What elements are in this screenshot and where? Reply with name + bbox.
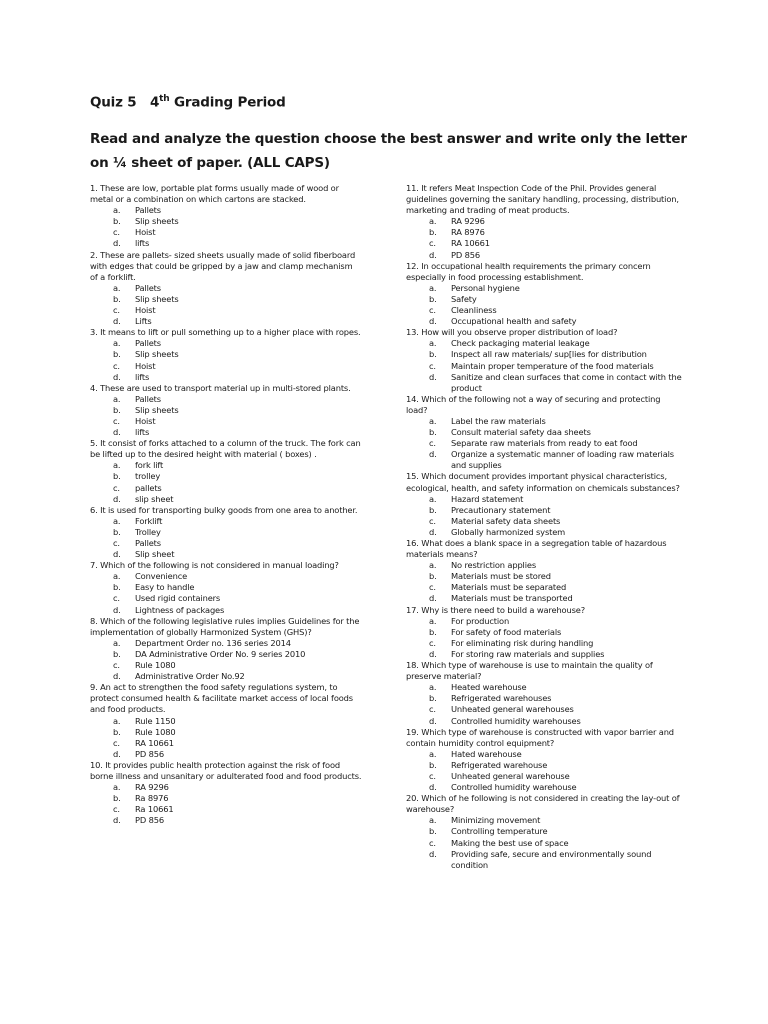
answer-choice xyxy=(406,704,684,715)
choice-letter: d. xyxy=(429,526,437,537)
answer-choice xyxy=(406,849,684,871)
choice-letter: b. xyxy=(429,504,437,515)
answer-choice xyxy=(90,494,362,505)
answer-choice xyxy=(90,804,362,815)
question-block xyxy=(406,394,684,472)
question-stem: 18. Which type of warehouse is use to maintain the quality of preserve material? xyxy=(406,660,653,682)
choice-letter: b. xyxy=(429,759,437,770)
answer-choice xyxy=(406,283,684,294)
answer-choice xyxy=(406,361,684,372)
choice-text: Materials must be transported xyxy=(451,593,573,604)
choice-letter: c. xyxy=(113,227,120,238)
answer-choice xyxy=(90,538,362,549)
choice-text: Controlled humidity warehouse xyxy=(451,782,577,793)
choice-text: Inspect all raw materials/ sup[lies for distribution xyxy=(451,349,647,360)
answer-choice xyxy=(406,227,684,238)
choice-text: Department Order no. 136 series 2014 xyxy=(135,637,291,648)
answer-choice xyxy=(90,638,362,649)
choice-text: RA 9296 xyxy=(451,216,485,227)
answer-choice xyxy=(90,483,362,494)
choice-letter: b. xyxy=(113,216,121,227)
choice-text: lifts xyxy=(135,238,150,249)
answer-choice xyxy=(406,372,684,394)
choice-text: Unheated general warehouse xyxy=(451,770,570,781)
choice-text: Rule 1080 xyxy=(135,726,176,737)
choice-text: Slip sheet xyxy=(135,549,175,560)
answer-choice xyxy=(90,205,362,216)
answer-choice xyxy=(90,738,362,749)
choice-text: Making the best use of space xyxy=(451,837,569,848)
choice-letter: d. xyxy=(113,815,121,826)
choice-text: Slip sheets xyxy=(135,293,179,304)
choice-text: RA 10661 xyxy=(451,238,490,249)
answer-choice xyxy=(406,560,684,571)
choice-letter: c. xyxy=(429,637,436,648)
question-stem: 5. It consist of forks attached to a column of the truck. The fork can be lifted up to the desired height with material ( boxes) . xyxy=(90,438,361,460)
choice-letter: c. xyxy=(429,360,436,371)
choice-text: Forklift xyxy=(135,515,163,526)
answer-choice xyxy=(406,250,684,261)
answer-choice xyxy=(90,216,362,227)
choice-letter: d. xyxy=(429,249,437,260)
answer-choice xyxy=(90,671,362,682)
choice-letter: c. xyxy=(113,482,120,493)
choice-letter: d. xyxy=(113,316,121,327)
choice-letter: a. xyxy=(113,460,121,471)
choice-letter: b. xyxy=(113,648,121,659)
answer-choice xyxy=(90,793,362,804)
question-stem: 17. Why is there need to build a warehouse? xyxy=(406,604,585,615)
choice-text: Slip sheets xyxy=(135,404,179,415)
choice-text: fork lift xyxy=(135,460,164,471)
question-block xyxy=(90,682,362,760)
choice-letter: b. xyxy=(429,227,437,238)
choice-text: Hoist xyxy=(135,305,156,316)
choice-letter: a. xyxy=(113,515,121,526)
answer-choice xyxy=(90,660,362,671)
answer-choice xyxy=(90,316,362,327)
choice-text: slip sheet xyxy=(135,493,174,504)
answer-choice xyxy=(90,361,362,372)
answer-choice xyxy=(406,616,684,627)
question-stem: 16. What does a blank space in a segregation table of hazardous materials means? xyxy=(406,538,667,560)
choice-letter: d. xyxy=(429,648,437,659)
choice-letter: b. xyxy=(429,349,437,360)
question-stem: 2. These are pallets- sized sheets usually made of solid fiberboard with edges that could be gripped by a jaw and clamp mechanism of a forklift. xyxy=(90,249,356,282)
answer-choice xyxy=(406,627,684,638)
choice-letter: a. xyxy=(113,282,121,293)
choice-text: Controlled humidity warehouses xyxy=(451,715,581,726)
answer-choice xyxy=(90,283,362,294)
answer-choice xyxy=(406,449,684,471)
choice-text: Hoist xyxy=(135,415,156,426)
answer-choice xyxy=(406,682,684,693)
choice-text: Personal hygiene xyxy=(451,282,520,293)
choice-text: Hoist xyxy=(135,227,156,238)
choice-text: lifts xyxy=(135,427,150,438)
answer-choice xyxy=(90,749,362,760)
question-stem: 9. An act to strengthen the food safety regulations system, to protect consumed health & facilitate market access of local foods and food products. xyxy=(90,682,353,715)
question-stem: 13. How will you observe proper distribution of load? xyxy=(406,327,618,338)
answer-choice xyxy=(90,427,362,438)
choice-letter: c. xyxy=(113,660,120,671)
choice-letter: c. xyxy=(113,305,120,316)
answer-choice xyxy=(406,527,684,538)
answer-choice xyxy=(406,749,684,760)
answer-choice xyxy=(90,416,362,427)
answer-choice xyxy=(90,305,362,316)
choice-text: Administrative Order No.92 xyxy=(135,671,245,682)
answer-choice xyxy=(90,549,362,560)
answer-choice xyxy=(90,394,362,405)
answer-choice xyxy=(406,427,684,438)
choice-letter: b. xyxy=(429,693,437,704)
answer-choice xyxy=(90,649,362,660)
question-block xyxy=(90,183,362,250)
question-block xyxy=(406,471,684,538)
choice-text: Hated warehouse xyxy=(451,748,522,759)
question-stem: 7. Which of the following is not considered in manual loading? xyxy=(90,560,339,571)
answer-choice xyxy=(90,471,362,482)
choice-letter: c. xyxy=(429,515,436,526)
choice-letter: a. xyxy=(113,782,121,793)
choice-text: pallets xyxy=(135,482,162,493)
question-block xyxy=(406,538,684,605)
choice-letter: b. xyxy=(429,293,437,304)
choice-letter: c. xyxy=(113,737,120,748)
answer-choice xyxy=(406,316,684,327)
choice-text: Maintain proper temperature of the food materials xyxy=(451,360,654,371)
instructions: Read and analyze the question choose the best answer and write only the letter on ¼ sheet of paper. (ALL CAPS) xyxy=(90,131,687,171)
choice-text: Ra 10661 xyxy=(135,804,174,815)
answer-choice xyxy=(406,782,684,793)
choice-text: Providing safe, secure and environmentally sound condition xyxy=(451,848,652,870)
choice-text: Pallets xyxy=(135,538,161,548)
choice-letter: b. xyxy=(113,526,121,537)
choice-text: Easy to handle xyxy=(135,582,195,593)
choice-letter: b. xyxy=(429,427,437,438)
choice-text: Controlling temperature xyxy=(451,826,548,837)
question-stem: 1. These are low, portable plat forms usually made of wood or metal or a combination on which cartons are stacked. xyxy=(90,183,339,205)
question-stem: 10. It provides public health protection against the risk of food borne illness and unsanitary or adulterated food and food products. xyxy=(90,759,362,781)
choice-letter: a. xyxy=(429,748,437,759)
choice-letter: c. xyxy=(113,593,120,604)
answer-choice xyxy=(90,238,362,249)
choice-text: Separate raw materials from ready to eat food xyxy=(451,438,638,449)
choice-text: PD 856 xyxy=(135,748,164,759)
answer-choice xyxy=(406,294,684,305)
choice-letter: a. xyxy=(113,715,121,726)
choice-text: PD 856 xyxy=(451,249,480,260)
question-block xyxy=(90,505,362,560)
choice-letter: a. xyxy=(429,415,437,426)
choice-text: Consult material safety daa sheets xyxy=(451,427,591,438)
choice-letter: a. xyxy=(429,216,437,227)
question-block xyxy=(90,383,362,438)
answer-choice xyxy=(406,349,684,360)
choice-text: Rule 1150 xyxy=(135,715,176,726)
answer-choice xyxy=(90,593,362,604)
question-stem: 15. Which document provides important physical characteristics, ecological, health, and safety information on chemicals substances? xyxy=(406,471,680,493)
question-block xyxy=(406,261,684,328)
answer-choice xyxy=(406,438,684,449)
choice-text: PD 856 xyxy=(135,815,164,826)
choice-letter: d. xyxy=(113,549,121,560)
choice-text: trolley xyxy=(135,471,161,482)
choice-text: Slip sheets xyxy=(135,216,179,227)
choice-letter: b. xyxy=(429,826,437,837)
right-question-column xyxy=(406,183,684,871)
answer-choice xyxy=(406,494,684,505)
answer-choice xyxy=(406,838,684,849)
choice-text: Hoist xyxy=(135,360,156,371)
choice-letter: c. xyxy=(429,238,436,249)
answer-choice xyxy=(406,516,684,527)
answer-choice xyxy=(406,305,684,316)
answer-choice xyxy=(406,716,684,727)
choice-text: RA 9296 xyxy=(135,782,169,793)
answer-choice xyxy=(90,460,362,471)
question-stem: 6. It is used for transporting bulky goods from one area to another. xyxy=(90,504,358,515)
answer-choice xyxy=(406,815,684,826)
grading-period-label: Grading Period xyxy=(173,94,286,111)
choice-letter: a. xyxy=(429,615,437,626)
choice-letter: d. xyxy=(429,316,437,327)
choice-text: Pallets xyxy=(135,393,161,404)
choice-letter: b. xyxy=(113,349,121,360)
answer-choice xyxy=(90,582,362,593)
choice-text: Hazard statement xyxy=(451,493,524,504)
choice-letter: a. xyxy=(113,393,121,404)
choice-text: Pallets xyxy=(135,338,161,349)
choice-text: Heated warehouse xyxy=(451,682,527,693)
choice-letter: d. xyxy=(429,593,437,604)
question-block xyxy=(406,605,684,660)
quarter-suffix: th xyxy=(159,94,170,104)
answer-choice xyxy=(90,782,362,793)
choice-text: Lightness of packages xyxy=(135,604,225,615)
choice-letter: c. xyxy=(429,837,436,848)
answer-choice xyxy=(406,760,684,771)
answer-choice xyxy=(406,505,684,516)
answer-choice xyxy=(406,693,684,704)
choice-letter: b. xyxy=(113,293,121,304)
quiz-title xyxy=(90,94,286,111)
choice-letter: b. xyxy=(113,471,121,482)
answer-choice xyxy=(406,238,684,249)
question-stem: 12. In occupational health requirements the primary concern especially in food processing establishment. xyxy=(406,260,651,282)
question-stem: 8. Which of the following legislative rules implies Guidelines for the implementation of globally Harmonized System (GHS)? xyxy=(90,615,360,637)
choice-text: Globally harmonized system xyxy=(451,526,566,537)
choice-text: Pallets xyxy=(135,282,161,293)
question-stem: 11. It refers Meat Inspection Code of the Phil. Provides general guidelines governing the sanitary handling, processing, distribution, marketing and trading of meat products. xyxy=(406,183,679,216)
answer-choice xyxy=(90,405,362,416)
choice-letter: c. xyxy=(113,804,120,815)
choice-letter: d. xyxy=(429,715,437,726)
choice-text: Minimizing movement xyxy=(451,815,541,826)
choice-text: Refrigerated warehouses xyxy=(451,693,552,704)
answer-choice xyxy=(90,716,362,727)
choice-letter: a. xyxy=(429,493,437,504)
choice-text: Precautionary statement xyxy=(451,504,551,515)
choice-letter: d. xyxy=(113,238,121,249)
choice-text: For eliminating risk during handling xyxy=(451,637,594,648)
answer-choice xyxy=(406,593,684,604)
choice-text: Convenience xyxy=(135,571,188,582)
choice-letter: b. xyxy=(113,726,121,737)
choice-letter: a. xyxy=(429,282,437,293)
question-block xyxy=(406,327,684,394)
choice-letter: b. xyxy=(113,793,121,804)
choice-letter: a. xyxy=(113,338,121,349)
choice-text: Ra 8976 xyxy=(135,793,169,804)
choice-letter: d. xyxy=(113,671,121,682)
answer-choice xyxy=(90,815,362,826)
choice-letter: d. xyxy=(113,493,121,504)
choice-text: Slip sheets xyxy=(135,349,179,360)
choice-letter: b. xyxy=(429,626,437,637)
choice-letter: d. xyxy=(429,782,437,793)
question-block xyxy=(406,793,684,871)
answer-choice xyxy=(90,516,362,527)
choice-letter: d. xyxy=(113,604,121,615)
answer-choice xyxy=(406,649,684,660)
question-stem: 4. These are used to transport material up in multi-stored plants. xyxy=(90,382,351,393)
choice-letter: d. xyxy=(429,848,437,859)
choice-text: RA 8976 xyxy=(451,227,485,238)
choice-text: Materials must be stored xyxy=(451,571,551,582)
question-block xyxy=(90,560,362,615)
choice-text: For storing raw materials and supplies xyxy=(451,648,605,659)
choice-letter: c. xyxy=(429,770,436,781)
answer-choice xyxy=(90,349,362,360)
answer-choice xyxy=(90,338,362,349)
answer-choice xyxy=(90,605,362,616)
answer-choice xyxy=(90,527,362,538)
choice-text: Refrigerated warehouse xyxy=(451,759,548,770)
question-block xyxy=(406,727,684,794)
choice-letter: a. xyxy=(429,560,437,571)
answer-choice xyxy=(406,638,684,649)
answer-choice xyxy=(406,582,684,593)
choice-letter: d. xyxy=(429,449,437,460)
question-block xyxy=(406,183,684,261)
choice-letter: d. xyxy=(113,748,121,759)
choice-text: Material safety data sheets xyxy=(451,515,561,526)
choice-letter: d. xyxy=(113,427,121,438)
question-block xyxy=(90,760,362,827)
quiz-label: Quiz 5 xyxy=(90,94,137,111)
choice-letter: c. xyxy=(113,360,120,371)
question-block xyxy=(406,660,684,727)
choice-text: Safety xyxy=(451,293,477,304)
choice-letter: c. xyxy=(429,305,436,316)
choice-text: Cleanliness xyxy=(451,305,497,316)
choice-text: DA Administrative Order No. 9 series 2010 xyxy=(135,648,306,659)
answer-choice xyxy=(90,227,362,238)
question-block xyxy=(90,438,362,505)
answer-choice xyxy=(406,571,684,582)
choice-letter: c. xyxy=(113,538,120,548)
choice-letter: c. xyxy=(429,582,436,593)
question-stem: 3. It means to lift or pull something up to a higher place with ropes. xyxy=(90,327,361,338)
choice-letter: a. xyxy=(113,205,121,216)
answer-choice xyxy=(406,416,684,427)
answer-choice xyxy=(90,372,362,383)
choice-text: RA 10661 xyxy=(135,737,174,748)
choice-letter: d. xyxy=(113,371,121,382)
choice-text: Rule 1080 xyxy=(135,660,176,671)
question-block xyxy=(90,327,362,382)
answer-choice xyxy=(406,338,684,349)
choice-letter: a. xyxy=(113,637,121,648)
choice-letter: d. xyxy=(429,371,437,382)
question-stem: 20. Which of he following is not considered in creating the lay-out of warehouse? xyxy=(406,793,680,815)
choice-text: Sanitize and clean surfaces that come in contact with the product xyxy=(451,371,682,393)
choice-letter: c. xyxy=(429,438,436,449)
choice-text: For safety of food materials xyxy=(451,626,562,637)
question-stem: 14. Which of the following not a way of securing and protecting load? xyxy=(406,393,661,415)
question-block xyxy=(90,250,362,328)
answer-choice xyxy=(90,727,362,738)
left-question-column xyxy=(90,183,362,826)
choice-text: For production xyxy=(451,615,510,626)
answer-choice xyxy=(90,294,362,305)
answer-choice xyxy=(406,216,684,227)
answer-choice xyxy=(406,826,684,837)
quarter-number: 4 xyxy=(149,94,160,111)
choice-text: Check packaging material leakage xyxy=(451,338,590,349)
choice-text: No restriction applies xyxy=(451,560,536,571)
choice-letter: c. xyxy=(113,415,120,426)
choice-letter: a. xyxy=(429,682,437,693)
choice-text: Used rigid containers xyxy=(135,593,221,604)
choice-letter: a. xyxy=(429,338,437,349)
answer-choice xyxy=(90,571,362,582)
choice-text: Organize a systematic manner of loading raw materials and supplies xyxy=(451,449,674,471)
choice-letter: b. xyxy=(113,404,121,415)
choice-text: Materials must be separated xyxy=(451,582,567,593)
choice-letter: a. xyxy=(429,815,437,826)
choice-text: Unheated general warehouses xyxy=(451,704,574,715)
choice-letter: b. xyxy=(429,571,437,582)
choice-letter: a. xyxy=(113,571,121,582)
choice-text: lifts xyxy=(135,371,150,382)
choice-text: Trolley xyxy=(135,526,161,537)
answer-choice xyxy=(406,771,684,782)
choice-text: Occupational health and safety xyxy=(451,316,577,327)
choice-text: Pallets xyxy=(135,205,161,216)
question-block xyxy=(90,616,362,683)
question-stem: 19. Which type of warehouse is constructed with vapor barrier and contain humidity control equipment? xyxy=(406,726,674,748)
choice-text: Label the raw materials xyxy=(451,415,546,426)
choice-letter: b. xyxy=(113,582,121,593)
choice-text: Lifts xyxy=(135,316,152,327)
choice-letter: c. xyxy=(429,704,436,715)
